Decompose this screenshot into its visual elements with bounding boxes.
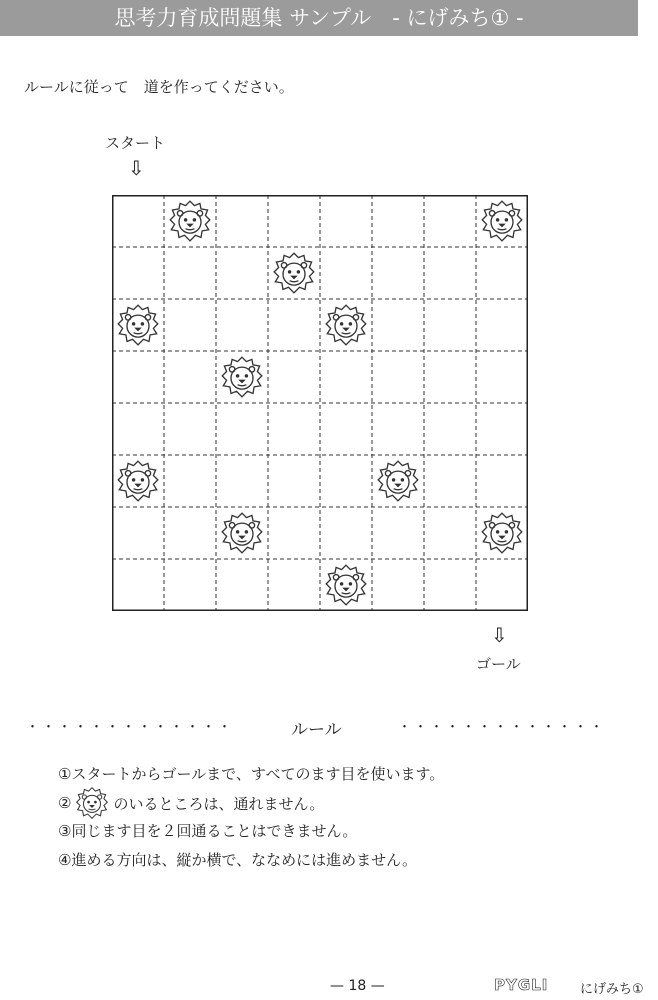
lion-icon <box>326 305 366 345</box>
rule-2-text: のいるところは、通れません。 <box>113 794 325 813</box>
lion-icon <box>482 201 522 241</box>
instruction: ルールに従って 道を作ってください。 <box>24 78 294 96</box>
footer-title: にげみち① <box>580 982 644 997</box>
rule-2-num: ② <box>58 794 72 812</box>
start-label: スタート <box>105 134 166 152</box>
lion-icon <box>274 253 314 293</box>
rules-title: ルール <box>291 720 342 740</box>
lion-icon <box>326 565 366 605</box>
rule-4: ④進める方向は、縦か横で、ななめには進めません。 <box>58 851 418 869</box>
maze-grid[interactable] <box>112 195 528 611</box>
lion-icon <box>75 786 109 820</box>
lion-icon <box>222 513 262 553</box>
rule-1: ①スタートからゴールまで、すべてのます目を使います。 <box>58 765 445 783</box>
lion-icon <box>118 461 158 501</box>
start-arrow-icon: ⇩ <box>128 156 145 180</box>
lion-icon <box>222 357 262 397</box>
rule-2 <box>58 786 324 820</box>
dots-right: ・・・・・・・・・・・・・ <box>398 720 607 735</box>
lion-icon <box>170 201 210 241</box>
pygli-logo: PYGLI <box>494 976 549 994</box>
rule-3: ③同じます目を２回通ることはできません。 <box>58 822 358 840</box>
lion-icon <box>378 461 418 501</box>
lion-icon <box>482 513 522 553</box>
dots-left: ・・・・・・・・・・・・・ <box>26 720 235 735</box>
page-number: — 18 — <box>330 978 385 994</box>
rules-heading <box>26 713 626 741</box>
goal-arrow-icon: ⇩ <box>491 623 508 647</box>
goal-label: ゴール <box>476 655 521 673</box>
page-header: 思考力育成問題集 サンプル - にげみち① - <box>0 0 638 36</box>
lion-icon <box>118 305 158 345</box>
